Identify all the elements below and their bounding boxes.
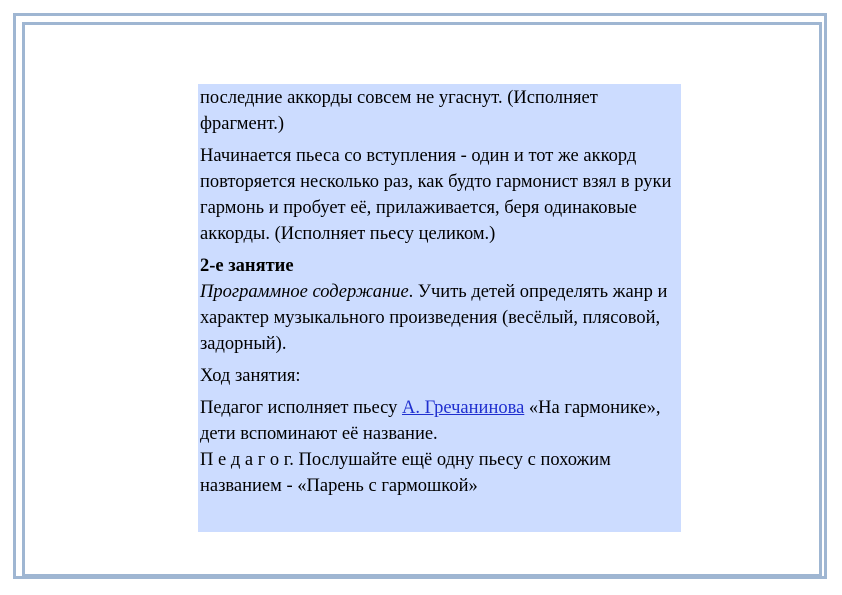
paragraph-teacher <box>200 395 677 499</box>
paragraph-intro-description: Начинается пьеса со вступления - один и тот же аккорд повторяется несколько раз, как будто гармонист взял в руки гармонь и пробует её, прилаживается, беря одинаковые аккорды. (Исполняет пьесу целиком.) <box>200 146 672 244</box>
paragraph-lesson-2 <box>200 253 677 357</box>
program-content-label: Программное содержание <box>200 282 409 302</box>
program-content-text: . Учить детей определять жанр и характер музыкального произведения (весёлый, плясовой, задорный). <box>200 282 668 354</box>
course-heading: Ход занятия: <box>200 366 301 386</box>
teacher-label: П е д а г о г. <box>200 450 294 470</box>
composer-link[interactable]: А. Гречанинова <box>401 398 525 418</box>
teacher-text-before: Педагог исполняет пьесу <box>200 398 402 418</box>
lesson-heading: 2-е занятие <box>200 256 294 276</box>
teacher-speech: Послушайте ещё одну пьесу с похожим названием - «Парень с гармошкой» <box>200 450 611 496</box>
teacher-text-after: «На гармонике», дети вспоминают её название. <box>200 398 661 444</box>
paragraph-fragment-end: последние аккорды совсем не угаснут. (Исполняет фрагмент.) <box>200 88 598 134</box>
text-box <box>198 84 681 532</box>
